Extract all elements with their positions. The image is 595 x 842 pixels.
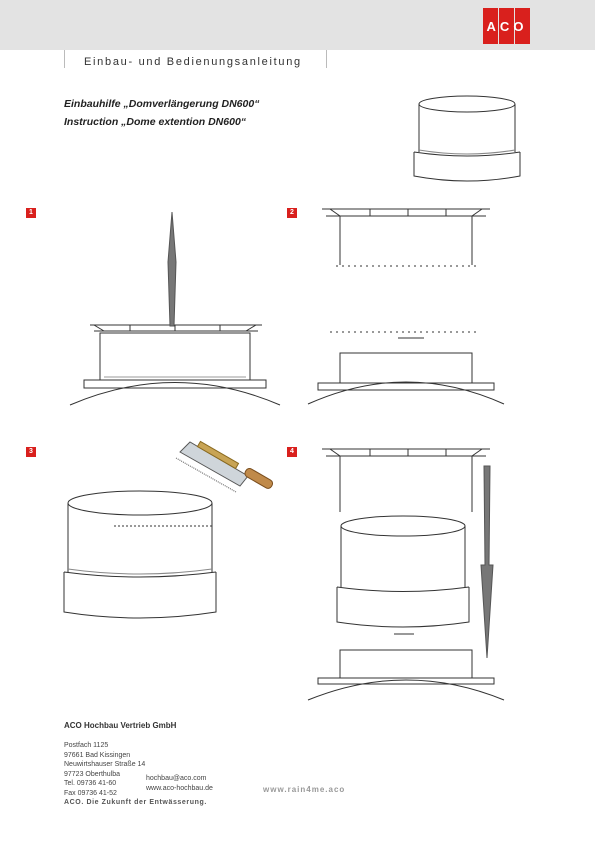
address-line: 97661 Bad Kissingen: [64, 751, 131, 759]
contact-online: [146, 774, 213, 793]
step-4-illustration: [308, 449, 504, 700]
email-link[interactable]: hochbau@aco.com: [146, 775, 207, 782]
product-dome-extension-image: [414, 96, 520, 181]
step-1-illustration: [70, 325, 280, 405]
saw-icon: [176, 441, 274, 492]
fax-number: Fax 09736 41-52: [64, 789, 117, 797]
step-number-2: 2: [287, 208, 297, 218]
step-4-down-arrow: [481, 466, 493, 658]
web-banner[interactable]: www.rain4me.aco: [263, 785, 346, 794]
company-address: [64, 741, 145, 798]
title-de: Einbauhilfe „Domverlängerung DN600“: [64, 98, 260, 110]
address-line: Postfach 1125: [64, 742, 109, 749]
company-name: ACO Hochbau Vertrieb GmbH: [64, 721, 177, 730]
address-line: 97723 Oberthulba: [64, 770, 121, 778]
document-subtitle: Einbau- und Bedienungsanleitung: [84, 56, 302, 68]
phone-number: Tel. 09736 41-60: [64, 780, 117, 787]
step-number-3: 3: [26, 447, 36, 457]
step-number-4: 4: [287, 447, 297, 457]
title-en: Instruction „Dome extention DN600“: [64, 116, 247, 128]
slogan: ACO. Die Zukunft der Entwässerung.: [64, 799, 207, 806]
website-link[interactable]: www.aco-hochbau.de: [146, 784, 213, 792]
address-line: Neuwirtshauser Straße 14: [64, 761, 146, 768]
step-3-illustration: [64, 491, 216, 618]
logo-text: ACO: [486, 19, 528, 34]
step-2-illustration: [308, 209, 504, 404]
step-1-up-arrow: [168, 212, 176, 326]
step-number-1: 1: [26, 208, 36, 218]
